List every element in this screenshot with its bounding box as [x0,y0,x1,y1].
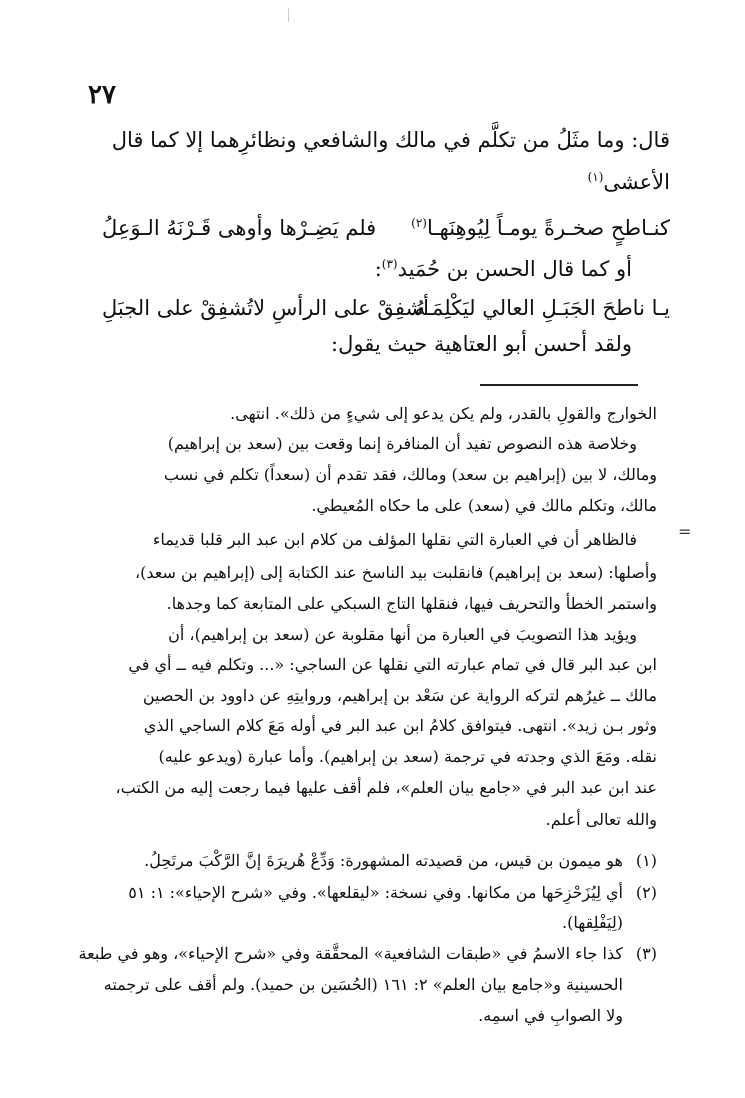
main-line-1: قال: وما مثَلُ من تكلَّم في مالك والشافعي ونظائرِهما إلا كما قال [111,128,670,152]
note-line-1: الخوارج والقولِ بالقدر، ولم يكن يدعو إلى شيءٍ من ذلك». انتهى. [230,404,657,423]
footnote-number: (٣) [635,944,657,963]
poet-name: الأعشى [603,170,670,194]
verse-1-first-hemistich: كنـاطحٍ صخـرةً يومـاً لِيُوهِنَهـا$^{(٢)}$ [411,216,670,240]
footnote-number: (٢) [635,883,657,902]
footnote-ref-2: (٢) [411,216,427,230]
footnote-text: هو ميمون بن قيس، من قصيدته المشهورة: وَدِّعْ هُريرَةَ إنَّ الرَّكْبَ مرتَحِلُ. [144,851,623,870]
note-line-14: والله تعالى أعلم. [545,810,657,829]
note-line-5: فالظاهر أن في العبارة التي نقلها المؤلف من كلام ابن عبد البر قلبا قديماء [152,530,637,549]
footnote-3-continuation-2: ولا الصوابِ في اسمِه. [478,1006,623,1025]
note-line-6: وأصلها: (سعد بن إبراهيم) فانقلبت بيد الناسخ عند الكتابة إلى (إبراهيم بن سعد)، [134,563,657,582]
main-line-6: ولقد أحسن أبو العتاهية حيث يقول: [331,332,632,356]
footnote-2-continuation: (لِيَفْلِقها). [561,913,623,932]
note-line-4: مالك، وتكلم مالك في (سعد) على ما حكاه المُعيطي. [311,496,657,515]
note-line-3: ومالك، لا بين (إبراهيم بن سعد) ومالك، فقد تقدم أن (سعداً) تكلم في نسب [163,465,657,484]
main-line-2 [100,170,670,194]
scan-mark [288,8,289,22]
verse-1-second-hemistich: فلم يَضِـرْها وأوهى قَـرْنَهُ الـوَعِلُ [102,216,377,240]
verse-2-second-hemistich: أشفِقْ على الرأسِ لاتُشفِقْ على الجبَلِ [102,296,429,320]
footnote-text: أي لِيُزَحْزِحَها من مكانها. وفي نسخة: «ليقلعها». وفي «شرح الإحياء»: ١: ٥١ [128,883,623,902]
footnote-text: كذا جاء الاسمُ في «طبقات الشافعية» المحقَّقة وفي «شرح الإحياء»، وهو في طبعة [78,944,623,963]
verse-2-first-hemistich: يـا ناطحَ الجَبَـلِ العالي ليَكْلِمَـهُ [414,296,670,320]
note-line-8: ويؤيد هذا التصويبَ في العبارة من أنها مقلوبة عن (سعد بن إبراهيم)، أن [168,625,637,644]
note-line-12: نقله. ومَعَ الذي وجدته في ترجمة (سعد بن إبراهيم). وأما عبارة (ويدعو عليه) [158,747,657,766]
footnote-divider [480,384,638,386]
page-number: ٢٧ [88,80,116,110]
footnote-ref-1: (١) [587,170,604,184]
footnote-ref-3: (٣) [381,257,398,271]
footnote-number: (١) [635,851,657,870]
margin-mark: = [678,522,692,541]
main-line-4: أو كما قال الحسن بن حُمَيد$^{(٣)}$: [374,257,632,281]
note-line-7: واستمر الخطأ والتحريف فيها، فنقلها التاج السبكي على المتابعة كما وجدها. [166,594,657,613]
note-line-11: وثور بـن زيد». انتهى. فيتوافق كلامُ ابن عبد البر في أوله مَعَ كلام الساجي الذي [143,716,657,735]
note-line-9: ابن عبد البر قال في تمام عبارته التي نقلها عن الساجي: «... وتكلم فيه ــ أي في [128,655,657,674]
note-line-2: وخلاصة هذه النصوص تفيد أن المنافرة إنما وقعت بين (سعد بن إبراهيم) [167,434,637,453]
footnote-3-continuation-1: الحسينية و«جامع بيان العلم» ٢: ١٦١ (الحُسَين بن حميد). ولم أقف على ترجمته [103,975,623,994]
note-line-10: مالك ــ غيرُهم لتركه الرواية عن سَعْد بن إبراهيم، وروايتِهِ عن داوود بن الحصين [142,686,657,705]
note-line-13: عند ابن عبد البر في «جامع بيان العلم»، فلم أقف عليها فيما رجعت إليه من الكتب، [115,778,657,797]
